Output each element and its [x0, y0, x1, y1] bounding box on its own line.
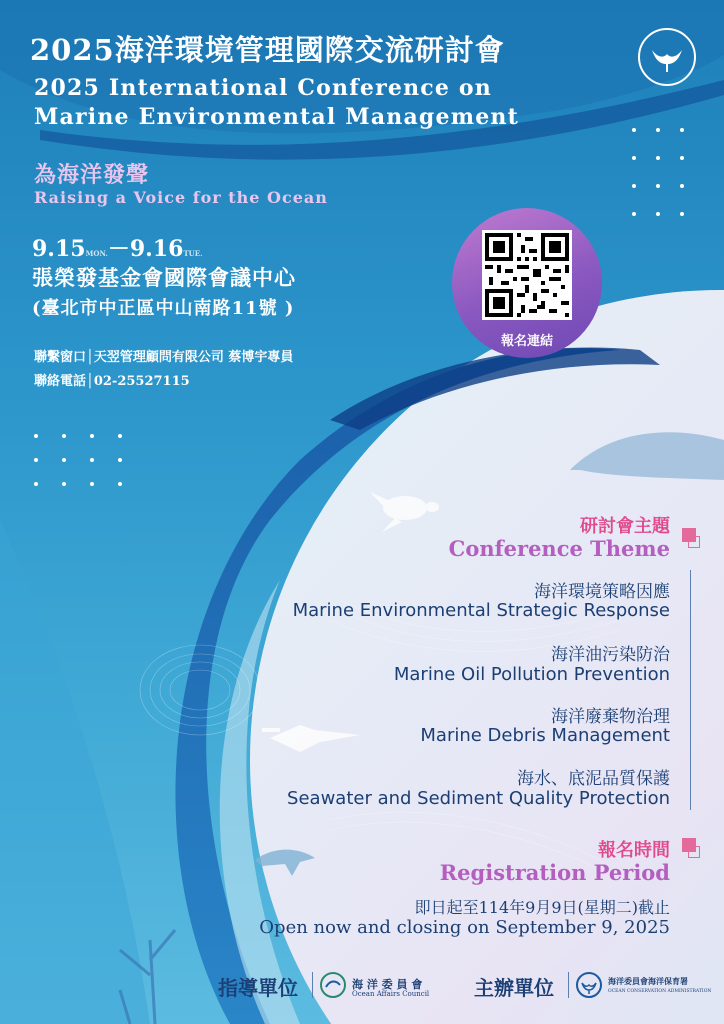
- date-end-day: TUE.: [183, 249, 203, 258]
- event-address: (臺北市中正區中山南路11號 ): [32, 298, 295, 319]
- slogan-chinese: 為海洋發聲: [34, 162, 150, 188]
- registration-period-zh: 即日起至114年9月9日(星期二)截止: [414, 898, 670, 917]
- registration-qr-badge[interactable]: [452, 208, 602, 358]
- host-unit-label: 主辦單位: [474, 976, 554, 1000]
- title-english: [34, 74, 519, 132]
- whale-tail-icon: [640, 30, 694, 84]
- title-chinese: 2025海洋環境管理國際交流研討會: [30, 33, 505, 67]
- theme-item-3-en: Marine Debris Management: [420, 725, 670, 746]
- contact-window: 聯繫窗口│天翌管理顧問有限公司 蔡博宇專員: [34, 350, 294, 365]
- title-english-line2: Marine Environmental Management: [34, 104, 519, 130]
- guide-org-zh: 海 洋 委 員 會: [352, 978, 423, 991]
- date-end: 9.16: [129, 236, 184, 262]
- qr-code-icon: [485, 233, 569, 317]
- ocean-conservation-logo: [638, 28, 696, 86]
- registration-period-en: Open now and closing on September 9, 2025: [259, 917, 670, 938]
- theme-item-2-en: Marine Oil Pollution Prevention: [393, 664, 670, 685]
- oca-logo: [574, 970, 604, 1000]
- oca-logo-icon: [574, 970, 604, 1000]
- theme-item-2-zh: 海洋油污染防治: [551, 645, 670, 665]
- date-separator: －: [107, 236, 130, 262]
- theme-item-1-en: Marine Environmental Strategic Response: [292, 600, 670, 621]
- host-org-zh: 海洋委員會海洋保育署: [608, 976, 688, 986]
- theme-item-1-zh: 海洋環境策略因應: [534, 582, 670, 602]
- theme-item-4-zh: 海水、底泥品質保護: [517, 769, 670, 789]
- slogan-english: Raising a Voice for the Ocean: [34, 188, 328, 207]
- guide-org-en: Ocean Affairs Council: [352, 990, 430, 998]
- title-english-line1: 2025 International Conference on: [34, 75, 492, 101]
- theme-divider-line: [690, 570, 691, 810]
- registration-section-title-en: Registration Period: [439, 860, 670, 885]
- guide-unit-label: 指導單位: [218, 976, 298, 1000]
- decorative-dots-left: [34, 434, 122, 486]
- decorative-dots-top: [632, 128, 684, 216]
- accent-square-outline-icon: [688, 846, 700, 858]
- footer-divider: [312, 972, 313, 998]
- event-venue: 張榮發基金會國際會議中心: [32, 265, 296, 290]
- footer-divider: [568, 972, 569, 998]
- accent-square-outline-icon: [688, 536, 700, 548]
- oac-logo-icon: [318, 970, 348, 1000]
- theme-section-title-en: Conference Theme: [448, 536, 670, 561]
- contact-phone: 聯絡電話│02-25527115: [34, 374, 190, 389]
- qr-label: 報名連結: [500, 334, 553, 349]
- host-org-en: OCEAN CONSERVATION ADMINISTRATION: [608, 989, 712, 994]
- registration-section-title-zh: 報名時間: [598, 840, 670, 861]
- theme-item-4-en: Seawater and Sediment Quality Protection: [287, 788, 670, 809]
- ocean-affairs-council-logo: [318, 970, 348, 1000]
- date-start-day: MON.: [85, 249, 108, 258]
- date-start: 9.15: [32, 236, 86, 262]
- event-date: [32, 232, 203, 263]
- qr-code[interactable]: [482, 230, 572, 320]
- theme-item-3-zh: 海洋廢棄物治理: [551, 707, 670, 727]
- theme-section-title-zh: 研討會主題: [580, 516, 670, 537]
